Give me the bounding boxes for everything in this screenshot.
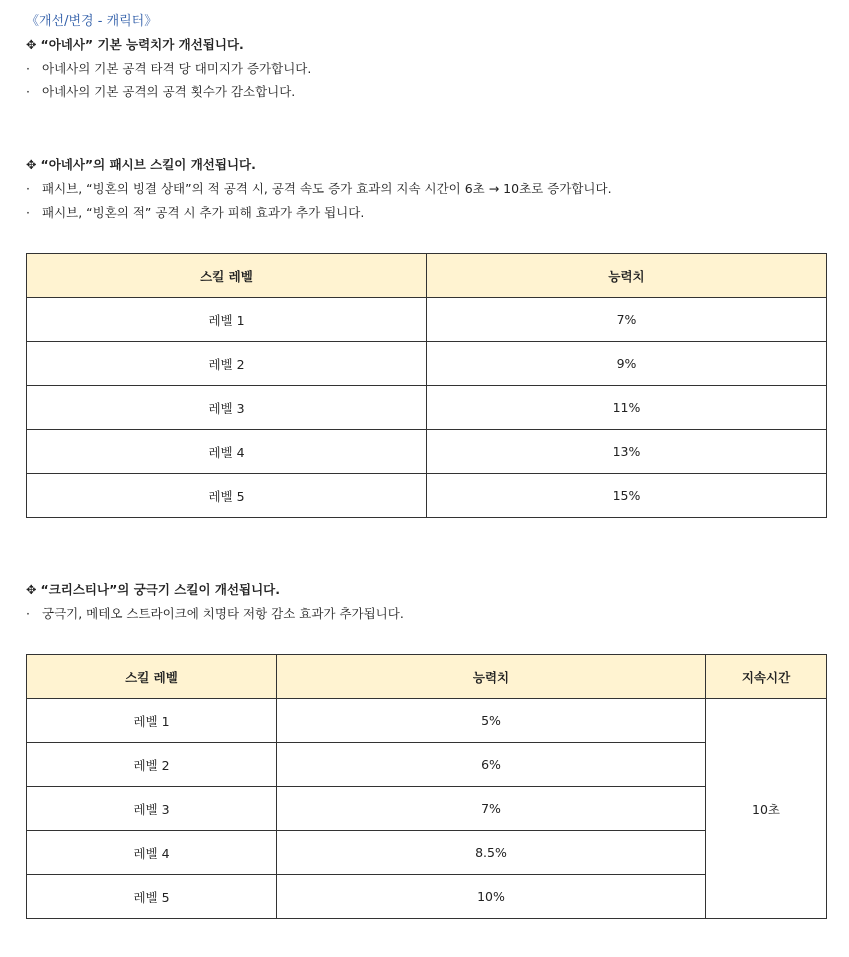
- list-item: [26, 604, 404, 622]
- cell-stat: 7%: [277, 787, 706, 831]
- cell-level: 레벨 2: [27, 342, 427, 386]
- bullet-icon: ·: [26, 84, 30, 99]
- section-title: 《개선/변경 - 캐릭터》: [26, 14, 158, 29]
- passive-skill-table: [26, 253, 827, 518]
- bullet-text: 아네사의 기본 공격 타격 당 대미지가 증가합니다.: [42, 61, 312, 76]
- cell-level: 레벨 5: [27, 875, 277, 919]
- heading-christina-ultimate: [26, 580, 280, 598]
- cell-stat: 13%: [427, 430, 827, 474]
- table-row: [27, 298, 827, 342]
- bullet-icon: ·: [26, 205, 30, 220]
- header-stat: 능력치: [427, 254, 827, 298]
- cell-stat: 10%: [277, 875, 706, 919]
- cell-stat: 9%: [427, 342, 827, 386]
- cell-level: 레벨 3: [27, 386, 427, 430]
- heading-anesa-stats: [26, 35, 244, 53]
- diamond-icon: ✥: [26, 157, 37, 172]
- heading-text: “아네사” 기본 능력치가 개선됩니다.: [40, 37, 244, 52]
- header-stat: 능력치: [277, 655, 706, 699]
- bullet-icon: ·: [26, 181, 30, 196]
- list-item: [26, 82, 295, 100]
- table-header-row: [27, 254, 827, 298]
- cell-level: 레벨 1: [27, 699, 277, 743]
- heading-anesa-passive: [26, 155, 256, 173]
- ultimate-skill-table: [26, 654, 827, 919]
- list-item: [26, 203, 364, 221]
- table-row: [27, 474, 827, 518]
- cell-level: 레벨 2: [27, 743, 277, 787]
- bullet-icon: ·: [26, 606, 30, 621]
- header-duration: 지속시간: [706, 655, 827, 699]
- heading-text: “아네사”의 패시브 스킬이 개선됩니다.: [40, 157, 256, 172]
- bullet-text: 궁극기, 메테오 스트라이크에 치명타 저항 감소 효과가 추가됩니다.: [42, 606, 404, 621]
- list-item: [26, 59, 311, 77]
- bullet-icon: ·: [26, 61, 30, 76]
- cell-stat: 5%: [277, 699, 706, 743]
- heading-text: “크리스티나”의 궁극기 스킬이 개선됩니다.: [40, 582, 280, 597]
- cell-level: 레벨 4: [27, 430, 427, 474]
- bullet-text: 아네사의 기본 공격의 공격 횟수가 감소합니다.: [42, 84, 296, 99]
- header-skill-level: 스킬 레벨: [27, 254, 427, 298]
- table-row: [27, 342, 827, 386]
- cell-level: 레벨 3: [27, 787, 277, 831]
- cell-stat: 8.5%: [277, 831, 706, 875]
- table-row: [27, 386, 827, 430]
- list-item: [26, 179, 612, 197]
- cell-level: 레벨 1: [27, 298, 427, 342]
- cell-duration: 10초: [706, 699, 827, 919]
- header-skill-level: 스킬 레벨: [27, 655, 277, 699]
- cell-level: 레벨 5: [27, 474, 427, 518]
- bullet-text: 패시브, “빙혼의 적” 공격 시 추가 피해 효과가 추가 됩니다.: [42, 205, 365, 220]
- diamond-icon: ✥: [26, 37, 37, 52]
- cell-stat: 11%: [427, 386, 827, 430]
- table-row: [27, 699, 827, 743]
- cell-stat: 6%: [277, 743, 706, 787]
- cell-stat: 15%: [427, 474, 827, 518]
- cell-stat: 7%: [427, 298, 827, 342]
- cell-level: 레벨 4: [27, 831, 277, 875]
- table-header-row: [27, 655, 827, 699]
- table-row: [27, 430, 827, 474]
- bullet-text: 패시브, “빙혼의 빙결 상태”의 적 공격 시, 공격 속도 증가 효과의 지속 시간이 6초 → 10초로 증가합니다.: [42, 181, 612, 196]
- diamond-icon: ✥: [26, 582, 37, 597]
